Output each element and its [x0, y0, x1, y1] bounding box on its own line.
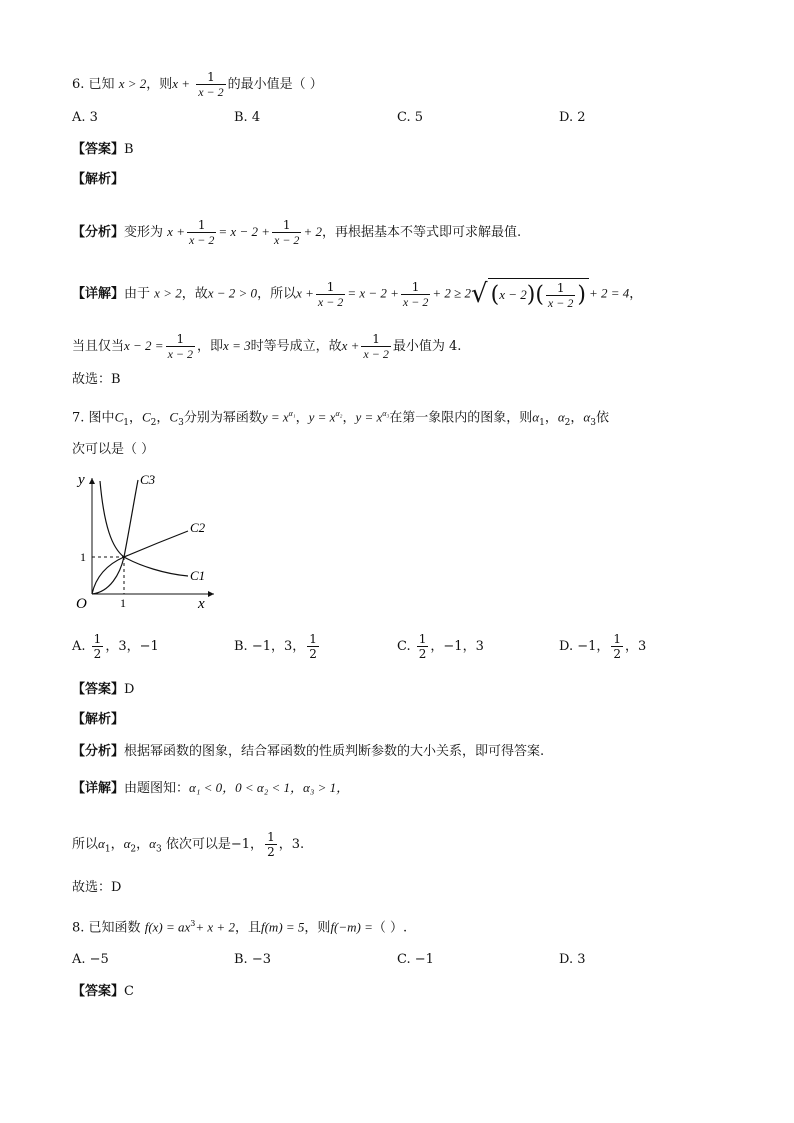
q7-stem-line2: 次可以是（ ） [72, 442, 155, 457]
q7-xiangjie: 【详解】由题图知：α₁ < 0，0 < α₂ < 1，α₃ > 1， [72, 780, 350, 796]
q6-expr: x + [172, 76, 191, 91]
curve-label-c1: C1 [190, 568, 206, 583]
q8-option-a[interactable]: A. −5 [72, 952, 109, 967]
q7-graph [70, 466, 220, 611]
q6-answer-value: B [124, 142, 134, 157]
q6-stem-mid: ，则 [146, 77, 173, 92]
q6-option-a[interactable]: A. 3 [72, 110, 98, 125]
q8-answer: 【答案】C [72, 984, 134, 999]
q6-option-b[interactable]: B. 4 [234, 110, 261, 125]
y-axis-arrow [89, 478, 95, 484]
q6-xiangjie: 【详解】由于 x > 2，故x − 2 > 0，所以x + $\frac{1}{x - 2}$ = x − 2 + $\frac{1}{x - 2}$ + 2 ≥ 2√ (x − 2)( $\frac{1}{x - 2}$ ) + 2 = 4， [72, 279, 643, 310]
q7-option-c[interactable]: C. $\frac{1}{2}$ ，−1，3 [397, 632, 484, 661]
q6-analysis-label: 【解析】 [72, 172, 125, 187]
q7-conclusion: 故选：D [72, 880, 122, 895]
x-label: x [198, 596, 205, 611]
q6-conclusion: 故选：B [72, 372, 121, 387]
q7-option-b[interactable]: B. −1，3， $\frac{1}{2}$ [234, 632, 317, 661]
q6-fenxi: 【分析】变形为 x + $\frac{1}{x - 2}$ = x − 2 + $\frac{1}{x - 2}$ + 2，再根据基本不等式即可求解最值. [72, 218, 522, 247]
q6-answer: 【答案】B [72, 142, 134, 157]
q8-option-c[interactable]: C. −1 [397, 952, 434, 967]
q8-option-d[interactable]: D. 3 [559, 952, 586, 967]
q7-fenxi: 【分析】根据幂函数的图象，结合幂函数的性质判断参数的大小关系，即可得答案. [72, 744, 545, 759]
tick-y-1: 1 [80, 550, 86, 564]
q7-option-a[interactable]: A. $\frac{1}{2}$ ，3，−1 [72, 632, 159, 661]
q6-stem-post: 的最小值是（ ） [227, 77, 323, 92]
x-axis-arrow [208, 591, 214, 597]
q6-fraction: $\frac{1}{x - 2}$ [198, 70, 224, 99]
origin-label: O [76, 596, 87, 611]
q7-answer: 【答案】D [72, 682, 135, 697]
q6-equality: 当且仅当x − 2 = $\frac{1}{x - 2}$ ，即x = 3时等号成立，故x + $\frac{1}{x - 2}$ 最小值为 4. [72, 332, 462, 361]
q7-so: 所以$\alpha_1$，$\alpha_2$，$\alpha_3$ 依次可以是−1， $\frac{1}{2}$ ，3. [72, 830, 305, 859]
curve-c2 [92, 531, 188, 594]
tick-x-1: 1 [120, 596, 126, 610]
q7-stem: 7. 图中$C_1$，$C_2$，$C_3$分别为幂函数$y = x^{\alpha_1}$，$y = x^{\alpha_2}$，$y = x^{\alpha_3}$在第一象限内的图象，则$\alpha_1$，$\alpha_2$，$\alpha_3$依 [72, 409, 609, 428]
q6-option-c[interactable]: C. 5 [397, 110, 424, 125]
q7-analysis-label: 【解析】 [72, 712, 125, 727]
q7-answer-value: D [124, 682, 135, 697]
q7-option-d[interactable]: D. −1， $\frac{1}{2}$ ，3 [559, 632, 647, 661]
y-label: y [78, 472, 85, 488]
q8-stem: 8. 已知函数 $f(x) = ax^3+ x + 2$，且f(m) = 5，则f(−m) =（ ）. [72, 919, 408, 936]
q6-number: 6. [72, 77, 85, 92]
q8-answer-value: C [124, 984, 134, 999]
q8-option-b[interactable]: B. −3 [234, 952, 271, 967]
q6-option-d[interactable]: D. 2 [559, 110, 586, 125]
curve-label-c2: C2 [190, 520, 206, 535]
q6-stem-pre: 已知 [88, 77, 115, 92]
curve-label-c3: C3 [140, 472, 156, 487]
curve-c1 [100, 481, 188, 576]
q6-cond: x > 2 [118, 76, 147, 91]
q6-stem [72, 70, 323, 99]
